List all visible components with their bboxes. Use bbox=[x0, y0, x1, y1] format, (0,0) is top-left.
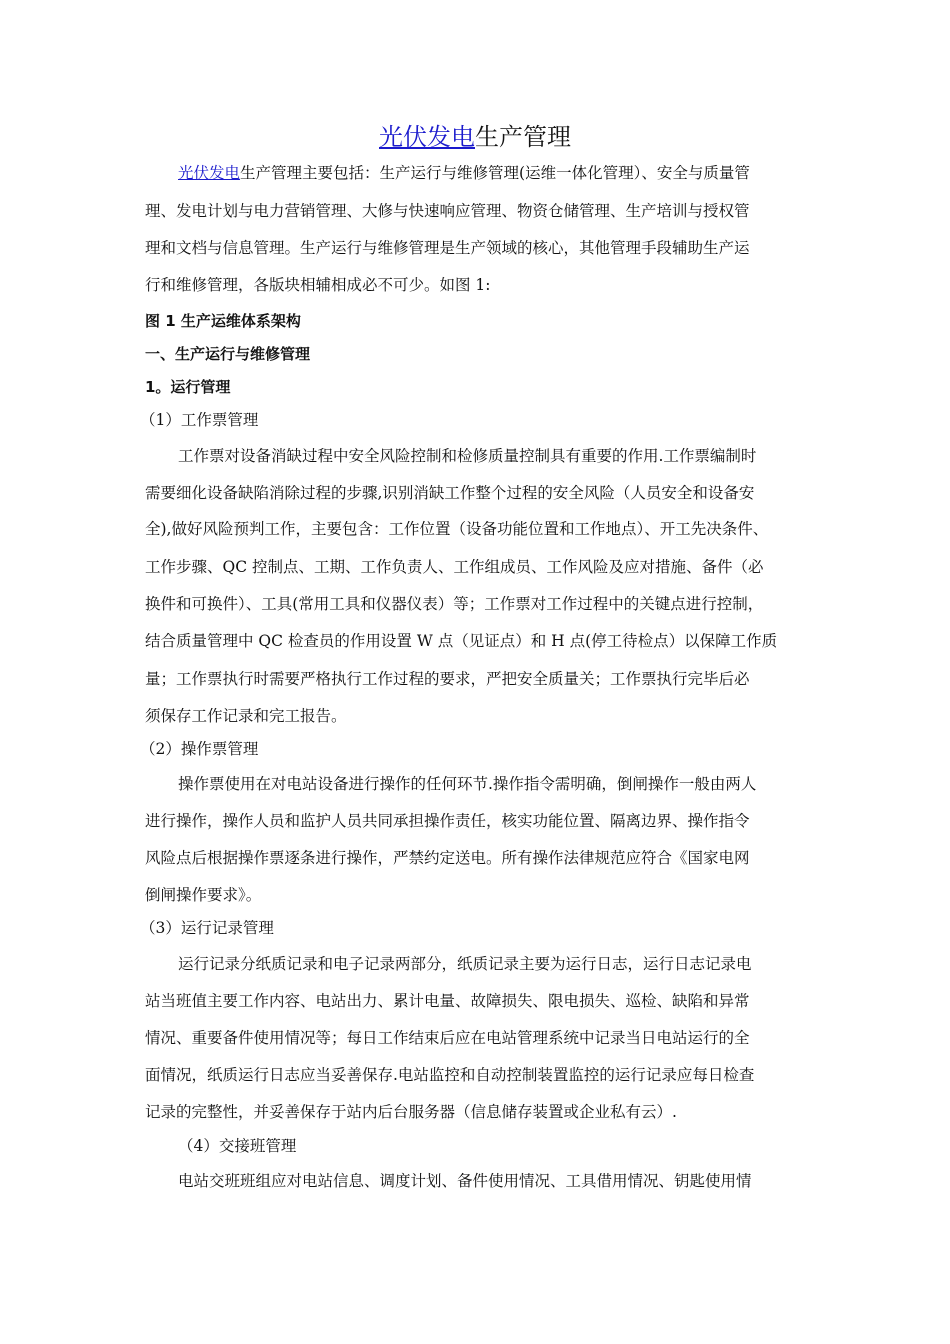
intro-line: 理和文档与信息管理。生产运行与维修管理是生产领域的核心，其他管理手段辅助生产运 bbox=[145, 239, 750, 257]
para-line: 风险点后根据操作票逐条进行操作，严禁约定送电。所有操作法律规范应符合《国家电网 bbox=[145, 849, 750, 867]
item-heading: （2）操作票管理 bbox=[140, 740, 259, 758]
intro-line: 理、发电计划与电力营销管理、大修与快速响应管理、物资仓储管理、生产培训与授权管 bbox=[145, 202, 750, 220]
item-heading: （1）工作票管理 bbox=[140, 411, 259, 429]
para-line: 站当班值主要工作内容、电站出力、累计电量、故障损失、限电损失、巡检、缺陷和异常 bbox=[145, 992, 750, 1010]
figure-caption: 图 1 生产运维体系架构 bbox=[145, 312, 301, 330]
para-line: 电站交班班组应对电站信息、调度计划、备件使用情况、工具借用情况、钥匙使用情 bbox=[178, 1172, 752, 1190]
page-title bbox=[0, 121, 950, 153]
intro-line: 行和维修管理，各版块相辅相成必不可少。如图 1: bbox=[145, 276, 491, 294]
para-line: 工作步骤、QC 控制点、工期、工作负责人、工作组成员、工作风险及应对措施、备件（必 bbox=[145, 558, 764, 576]
subsection-heading: 1。运行管理 bbox=[145, 378, 231, 396]
para-line: 工作票对设备消缺过程中安全风险控制和检修质量控制具有重要的作用.工作票编制时 bbox=[178, 447, 757, 465]
para-line: 结合质量管理中 QC 检查员的作用设置 W 点（见证点）和 H 点(停工待检点）以保障工作质 bbox=[145, 632, 778, 650]
item-heading: （4）交接班管理 bbox=[178, 1137, 297, 1155]
para-line: 运行记录分纸质记录和电子记录两部分，纸质记录主要为运行日志，运行日志记录电 bbox=[178, 955, 752, 973]
intro-link[interactable]: 光伏发电 bbox=[178, 164, 241, 182]
para-line: 需要细化设备缺陷消除过程的步骤,识别消缺工作整个过程的安全风险（人员安全和设备安 bbox=[145, 484, 755, 502]
item-heading: （3）运行记录管理 bbox=[140, 919, 274, 937]
para-line: 操作票使用在对电站设备进行操作的任何环节.操作指令需明确，倒闸操作一般由两人 bbox=[178, 775, 757, 793]
para-line: 换件和可换件）、工具(常用工具和仪器仪表）等；工作票对工作过程中的关键点进行控制， bbox=[145, 595, 764, 613]
title-text: 生产管理 bbox=[475, 123, 571, 151]
para-line: 面情况，纸质运行日志应当妥善保存.电站监控和自动控制装置监控的运行记录应每日检查 bbox=[145, 1066, 755, 1084]
para-line: 进行操作，操作人员和监护人员共同承担操作责任，核实功能位置、隔离边界、操作指令 bbox=[145, 812, 750, 830]
para-line: 情况、重要备件使用情况等；每日工作结束后应在电站管理系统中记录当日电站运行的全 bbox=[145, 1029, 750, 1047]
para-line: 记录的完整性，并妥善保存于站内后台服务器（信息储存装置或企业私有云）. bbox=[145, 1103, 677, 1121]
para-line: 倒闸操作要求》。 bbox=[145, 886, 262, 904]
intro-line: 光伏发电生产管理主要包括：生产运行与维修管理(运维一体化管理）、安全与质量管 bbox=[178, 164, 750, 182]
para-line: 全),做好风险预判工作，主要包含：工作位置（设备功能位置和工作地点）、开工先决条件、 bbox=[145, 520, 769, 538]
section-heading: 一、生产运行与维修管理 bbox=[145, 345, 311, 363]
para-line: 须保存工作记录和完工报告。 bbox=[145, 707, 347, 725]
title-link[interactable]: 光伏发电 bbox=[379, 123, 475, 151]
para-line: 量；工作票执行时需要严格执行工作过程的要求，严把安全质量关；工作票执行完毕后必 bbox=[145, 670, 750, 688]
